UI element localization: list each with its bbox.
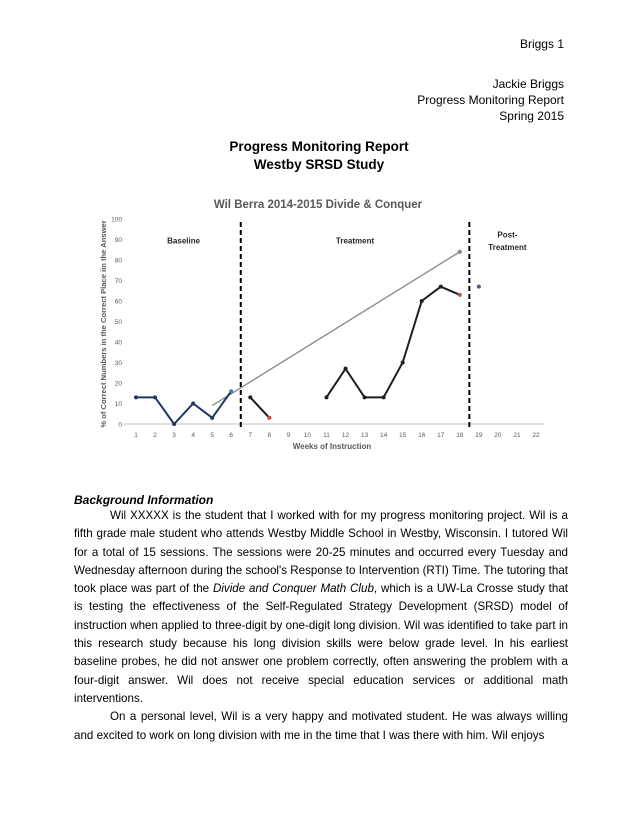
phase-label: Post- bbox=[497, 230, 518, 240]
data-line-segment bbox=[250, 397, 269, 418]
author-name: Jackie Briggs bbox=[492, 77, 564, 91]
data-line-segment bbox=[136, 391, 231, 424]
paragraph-2: On a personal level, Wil is a very happy and motivated student. He was always willing and excited to work on long division with me in the time that I was there with him. Wil enjoys bbox=[74, 710, 568, 742]
club-name: Divide and Conquer Math Club bbox=[212, 582, 374, 596]
data-point bbox=[382, 395, 386, 399]
x-tick-label: 20 bbox=[494, 432, 502, 439]
x-tick-label: 2 bbox=[153, 432, 157, 439]
data-point bbox=[458, 293, 462, 297]
phase-label: Treatment bbox=[488, 242, 527, 252]
x-tick-label: 12 bbox=[341, 432, 350, 439]
data-point bbox=[153, 395, 157, 399]
progress-chart bbox=[86, 184, 558, 456]
document-title: Progress Monitoring Report bbox=[229, 139, 409, 154]
data-point bbox=[229, 389, 233, 393]
x-tick-label: 16 bbox=[418, 432, 426, 439]
x-tick-label: 18 bbox=[456, 432, 464, 439]
report-type: Progress Monitoring Report bbox=[417, 93, 564, 107]
x-tick-label: 8 bbox=[267, 432, 272, 439]
data-point bbox=[363, 395, 367, 399]
x-tick-label: 13 bbox=[360, 432, 369, 439]
x-tick-label: 17 bbox=[437, 432, 445, 439]
paragraph-1: Wil XXXXX is the student that I worked with for my progress monitoring project. Wil is a fifth grade male student who attends Westby Middle School in Westby, Wisconsin. I tutored Wil for a total of 15 sessions. The sessions were 20-25 minutes and occurred every Tuesday and Wednesday afternoon during the school's Response to Intervention (RTI) Time. The tutoring that took place was part of the Divide and Conquer Math Club, which is a UW-La Crosse study that is testing the effectiveness of the Self-Regulated Strategy Development (SRSD) model of instruction when applied to three-digit by one-digit long division. Wil was identified to take part in this research study because his long division skills were below grade level. In his earliest baseline probes, he did not answer one problem correctly, often answering the problem with a four-digit answer. Wil does not receive special education services or additional math interventions. bbox=[74, 509, 568, 705]
x-tick-label: 3 bbox=[172, 432, 176, 439]
report-term: Spring 2015 bbox=[499, 109, 564, 123]
x-tick-label: 10 bbox=[303, 432, 312, 439]
y-tick-label: 0 bbox=[118, 421, 122, 429]
y-tick-label: 30 bbox=[114, 360, 122, 367]
data-point bbox=[439, 285, 443, 289]
x-tick-label: 7 bbox=[248, 432, 253, 439]
y-tick-label: 80 bbox=[114, 257, 122, 265]
x-tick-label: 1 bbox=[134, 432, 138, 439]
x-tick-label: 14 bbox=[380, 432, 388, 439]
data-point bbox=[248, 395, 252, 399]
section-heading: Background Information bbox=[74, 493, 214, 507]
trend-line-end-marker bbox=[458, 250, 462, 254]
post-treatment-point bbox=[477, 285, 481, 289]
document-subtitle: Westby SRSD Study bbox=[253, 157, 385, 172]
data-point bbox=[420, 299, 424, 303]
data-line-segment bbox=[326, 287, 459, 398]
x-tick-label: 21 bbox=[513, 432, 521, 439]
y-tick-label: 20 bbox=[114, 380, 122, 388]
data-point bbox=[324, 395, 328, 399]
data-point bbox=[401, 361, 405, 365]
x-tick-label: 11 bbox=[323, 432, 330, 439]
x-tick-label: 6 bbox=[229, 432, 234, 439]
body-text bbox=[74, 507, 568, 745]
data-point bbox=[344, 367, 348, 371]
chart-xlabel: Weeks of Instruction bbox=[292, 442, 372, 451]
y-tick-label: 100 bbox=[111, 216, 122, 224]
data-point bbox=[191, 402, 195, 406]
data-point bbox=[267, 416, 271, 420]
chart-title: Wil Berra 2014-2015 Divide & Conquer bbox=[213, 199, 423, 211]
x-tick-label: 4 bbox=[191, 432, 195, 439]
data-point bbox=[134, 395, 138, 399]
x-tick-label: 22 bbox=[532, 432, 540, 439]
y-tick-label: 50 bbox=[114, 319, 122, 326]
phase-label: Baseline bbox=[167, 236, 201, 246]
y-tick-label: 90 bbox=[114, 237, 122, 244]
y-tick-label: 70 bbox=[114, 278, 122, 285]
phase-label: Treatment bbox=[335, 236, 375, 246]
data-point bbox=[210, 416, 214, 420]
x-tick-label: 5 bbox=[210, 432, 215, 439]
data-point bbox=[172, 422, 176, 426]
chart-ylabel: % of Correct Numbers in the Correct Place iin the Answer bbox=[99, 220, 108, 428]
y-tick-label: 10 bbox=[114, 401, 122, 408]
x-tick-label: 15 bbox=[399, 432, 407, 439]
x-tick-label: 9 bbox=[286, 432, 291, 439]
x-tick-label: 19 bbox=[475, 432, 483, 439]
y-tick-label: 40 bbox=[114, 339, 122, 347]
y-tick-label: 60 bbox=[114, 298, 122, 306]
page-number-header: Briggs 1 bbox=[519, 37, 564, 51]
